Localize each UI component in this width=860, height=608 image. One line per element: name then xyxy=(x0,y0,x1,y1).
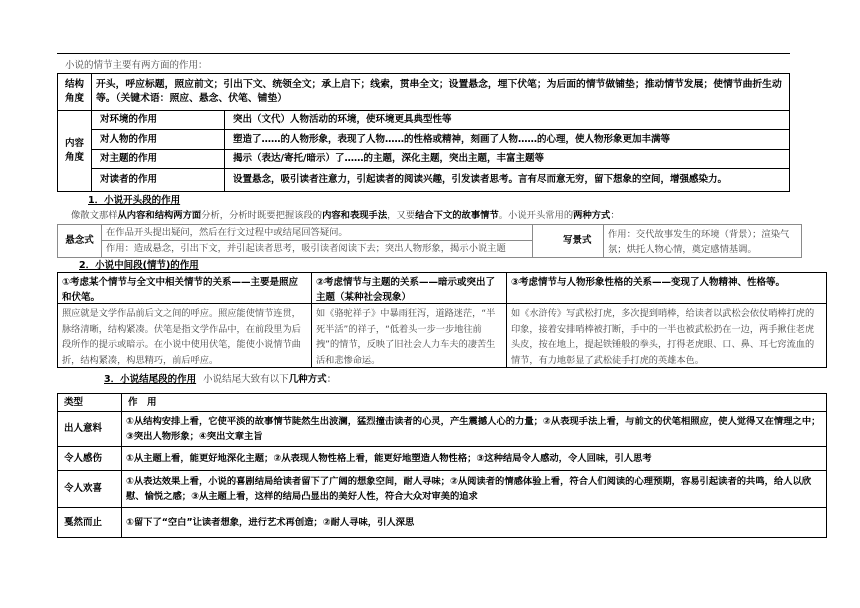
structure-header: 结构角度 xyxy=(57,73,92,111)
ending-types-table xyxy=(57,393,827,538)
row-env-text: 突出（文代）人物活动的环境，使环境更具典型性等 xyxy=(224,110,790,130)
ending-effect-surprise: ①从结构安排上看，它使平淡的故事情节陡然生出波澜，猛烈撞击读者的心灵，产生震撼人心的力量；②从表现手法上看，与前文的伏笔相照应，使人觉得又在情理之中；③突出人物形象；④突出文章主旨 xyxy=(121,411,827,447)
row-env-label: 对环境的作用 xyxy=(91,110,225,130)
plot-function-table xyxy=(57,73,790,192)
relation-theme-header: ②考虑情节与主题的关系——暗示或突出了主题（某种社会现象） xyxy=(311,272,507,304)
scenery-label: 写景式 xyxy=(532,224,604,258)
scenery-effect: 作用：交代故事发生的环境（背景）；渲染气氛；烘托人物心情，奠定感情基调。 xyxy=(603,224,802,258)
character-example: 如《水浒传》写武松打虎，多次提到哨棒，给读者以武松会依仗哨棒打虎的印象，接着安排哨棒被打断，手中的一半也被武松扔在一边，两手揪住老虎头皮，按在地上，提起铁锤般的拳头，打得老虎眼、口、鼻、耳七窍流血的情节，有力地彰显了武松徒手打虎的英雄本色。 xyxy=(506,303,827,368)
section1-desc: 像散文那样从内容和结构两方面分析，分析时既要把握该段的内容和表现手法，又要结合下文的故事情节。小说开头常用的两种方式： xyxy=(71,210,620,221)
opening-methods-table xyxy=(57,224,802,258)
section3-heading-line: 3．小说结尾段的作用 小说结尾大致有以下几种方式： xyxy=(104,374,337,385)
middle-plot-table xyxy=(57,272,827,368)
section3-heading: 3．小说结尾段的作用 xyxy=(104,374,197,385)
structure-text: 开头，呼应标题，照应前文；引出下文、统领全文；承上启下；线索，贯串全文；设置悬念，埋下伏笔；为后面的情节做铺垫；推动情节发展；使情节曲折生动等。（关键术语：照应、悬念、伏笔、铺垫） xyxy=(91,73,790,111)
ending-effect-sad: ①从主题上看，能更好地深化主题；②从表现人物性格上看，能更好地塑造人物性格；③这种结局令人感动，令人回味，引人思考 xyxy=(121,446,827,471)
col-effect-header: 作 用 xyxy=(121,393,827,412)
content-header: 内容角度 xyxy=(57,110,92,192)
row-theme-text: 揭示（表达/寄托/暗示）了……的主题，深化主题，突出主题，丰富主题等 xyxy=(224,149,790,169)
section1-heading: 1．小说开头段的作用 xyxy=(88,195,181,206)
suspense-desc: 在作品开头提出疑问，然后在行文过程中或结尾回答疑问。 xyxy=(101,224,533,241)
ending-type-surprise: 出人意料 xyxy=(57,411,122,447)
ending-type-happy: 令人欢喜 xyxy=(57,470,122,508)
row-person-text: 塑造了……的人物形象，表现了人物……的性格或精神，刻画了人物……的心理，使人物形象更加丰满等 xyxy=(224,129,790,150)
row-reader-label: 对读者的作用 xyxy=(91,168,225,192)
suspense-effect: 作用：造成悬念，引出下文，并引起读者思考，吸引读者阅读下去；突出人物形象，揭示小说主题 xyxy=(101,240,533,258)
relation-character-header: ③考虑情节与人物形象性格的关系——变现了人物精神、性格等。 xyxy=(506,272,827,304)
ending-type-sad: 令人感伤 xyxy=(57,446,122,471)
relation-foreshadow-header: ①考虑某个情节与全文中相关情节的关系——主要是照应和伏笔。 xyxy=(57,272,312,304)
foreshadow-explanation: 照应就是文学作品前后文之间的呼应。照应能使情节连贯，脉络清晰，结构紧凑。伏笔是指文学作品中，在前段里为后段所作的提示或暗示。在小说中使用伏笔，能使小说情节曲折，结构紧凑，构思精巧，前后呼应。 xyxy=(57,303,312,368)
row-person-label: 对人物的作用 xyxy=(91,129,225,150)
header-rule xyxy=(57,53,790,54)
suspense-label: 悬念式 xyxy=(57,224,102,258)
ending-type-abrupt: 戛然而止 xyxy=(57,507,122,538)
theme-example: 如《骆驼祥子》中暴雨狂泻，道路迷茫，“半死半活”的祥子，“低着头一步一步地往前拽”的情节，反映了旧社会人力车夫的凄苦生活和悲惨命运。 xyxy=(311,303,507,368)
ending-effect-happy: ①从表达效果上看，小说的喜剧结局给读者留下了广阔的想象空间，耐人寻味；②从阅读者的情感体验上看，符合人们阅读的心理预期，容易引起读者的共鸣，给人以欣慰、愉悦之感；③从主题上看，这样的结局凸显出的美好人性，符合大众对审美的追求 xyxy=(121,470,827,508)
row-theme-label: 对主题的作用 xyxy=(91,149,225,169)
intro-text: 小说的情节主要有两方面的作用： xyxy=(65,60,208,71)
row-reader-text: 设置悬念，吸引读者注意力，引起读者的阅读兴趣，引发读者思考。言有尽而意无穷，留下想象的空间，增强感染力。 xyxy=(224,168,790,192)
section2-heading: 2．小说中间段(情节)的作用 xyxy=(79,260,199,271)
col-type-header: 类型 xyxy=(57,393,122,412)
ending-effect-abrupt: ①留下了“空白”让读者想象，进行艺术再创造；②耐人寻味，引人深思 xyxy=(121,507,827,538)
